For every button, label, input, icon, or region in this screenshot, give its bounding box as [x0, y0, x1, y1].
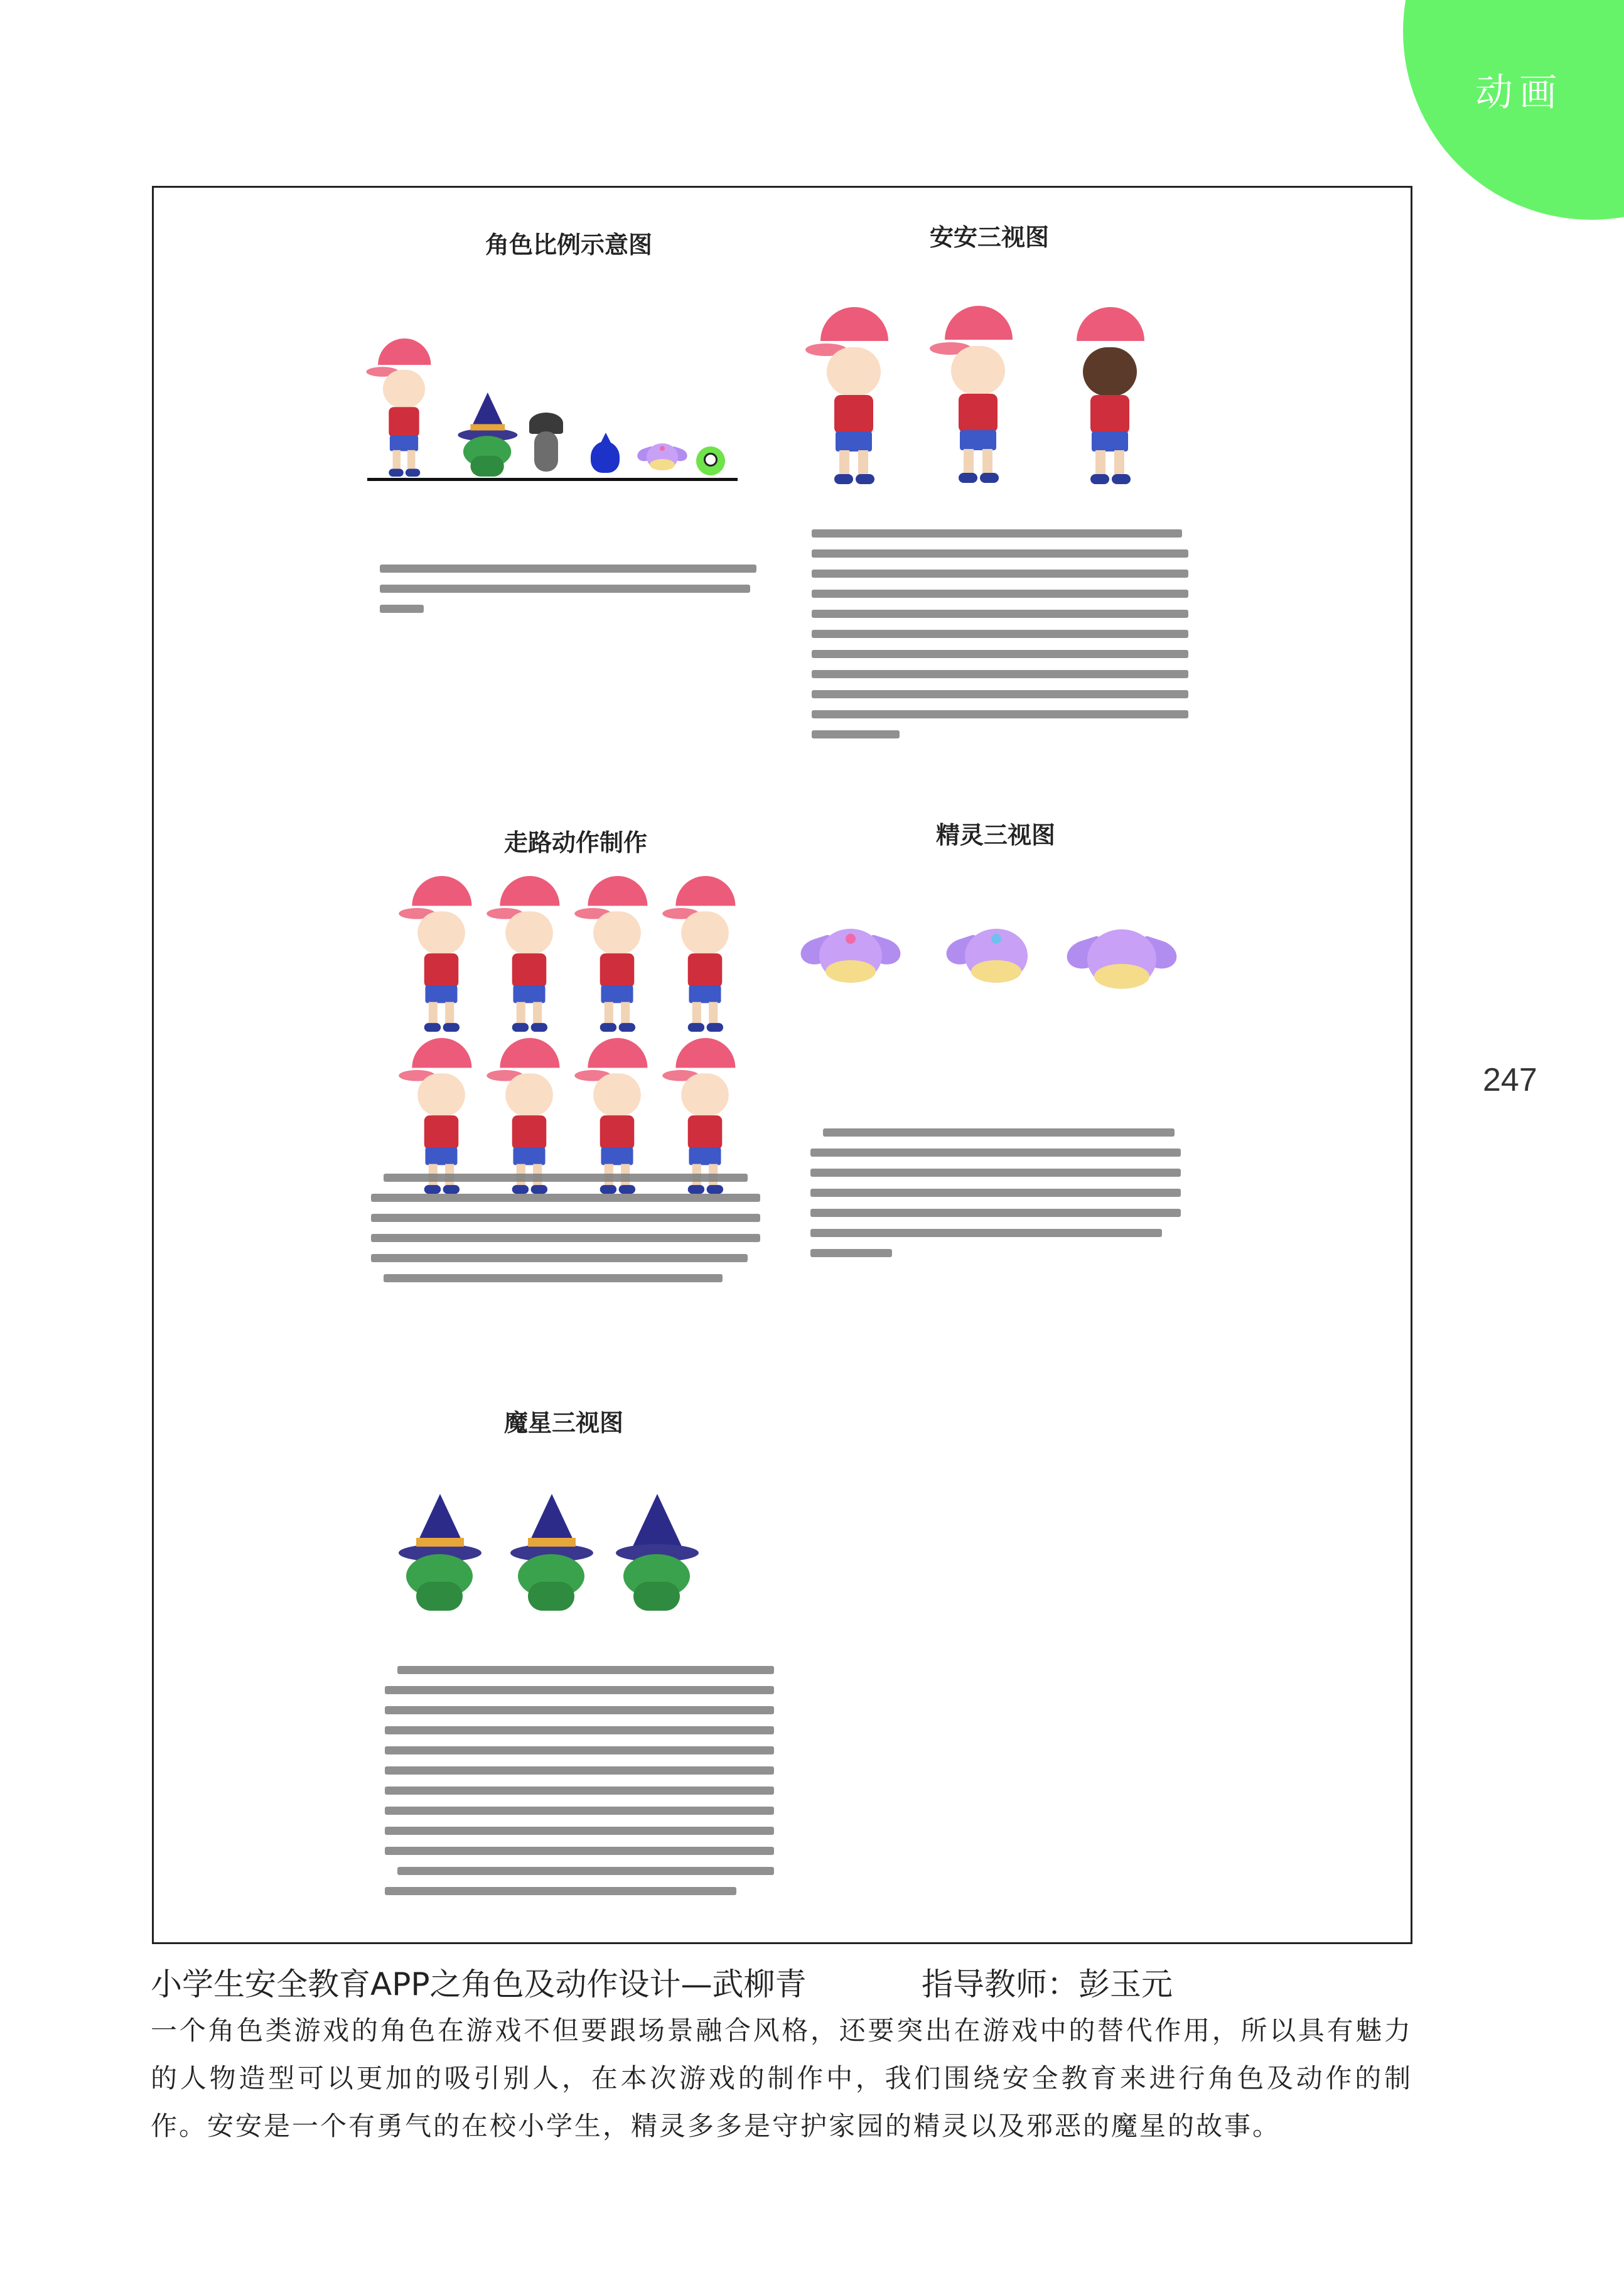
walk-cycle-text: [371, 1174, 760, 1282]
anan-views-text: [812, 529, 1188, 738]
anan-back-view: [1063, 307, 1157, 489]
spirit-front-view: [800, 922, 901, 992]
anan-views-figure: [800, 307, 1202, 495]
scale-chart-title: 角色比例示意图: [485, 230, 653, 259]
project-description: 一个角色类游戏的角色在游戏不但要跟场景融合风格，还要突出在游戏中的替代作用，所以具有魅力的人物造型可以更加的吸引别人，在本次游戏的制作中，我们围绕安全教育来进行角色及动作的制作。安安是一个有勇气的在校小学生，精灵多多是守护家园的精灵以及邪恶的魔星的故事。: [151, 2015, 1412, 2141]
design-board: [152, 186, 1412, 1944]
spirit-views-figure: [800, 922, 1202, 1010]
scale-spirit: [637, 440, 687, 475]
project-title: 小学生安全教育APP之角色及动作设计—武柳青: [151, 1966, 807, 2003]
spirit-views-text: [810, 1128, 1181, 1257]
scale-boy: [367, 338, 441, 480]
wizard-side-view: [507, 1494, 594, 1613]
walk-frame-2: [488, 876, 571, 1036]
spirit-back-view: [1067, 922, 1177, 998]
walk-frame-4: [664, 876, 746, 1036]
section-tab-label: 动画: [1475, 71, 1563, 115]
walk-cycle-title: 走路动作制作: [504, 828, 648, 857]
scale-chart-text: [380, 565, 756, 613]
scale-green-blob: [694, 441, 728, 478]
advisor-credit: 指导教师：彭玉元: [922, 1966, 1173, 2003]
anan-front-view: [807, 307, 901, 489]
walk-frame-1: [400, 876, 483, 1036]
wizard-views-figure: [395, 1494, 772, 1626]
anan-views-title: 安安三视图: [930, 223, 1050, 251]
scale-wizard: [455, 392, 519, 478]
spirit-side-view: [946, 922, 1046, 992]
spirit-views-title: 精灵三视图: [936, 821, 1056, 849]
wizard-views-text: [385, 1666, 774, 1895]
wizard-front-view: [395, 1494, 483, 1613]
wizard-back-view: [612, 1494, 700, 1613]
walk-cycle-figure: [400, 876, 777, 1203]
scale-shadow-character: [525, 413, 567, 475]
anan-side-view: [931, 306, 1025, 488]
wizard-views-title: 魔星三视图: [504, 1408, 624, 1437]
walk-frame-3: [576, 876, 659, 1036]
scale-ground-line: [367, 478, 738, 481]
page-number: 247: [1483, 1062, 1537, 1098]
scale-blue-creature: [587, 433, 625, 477]
